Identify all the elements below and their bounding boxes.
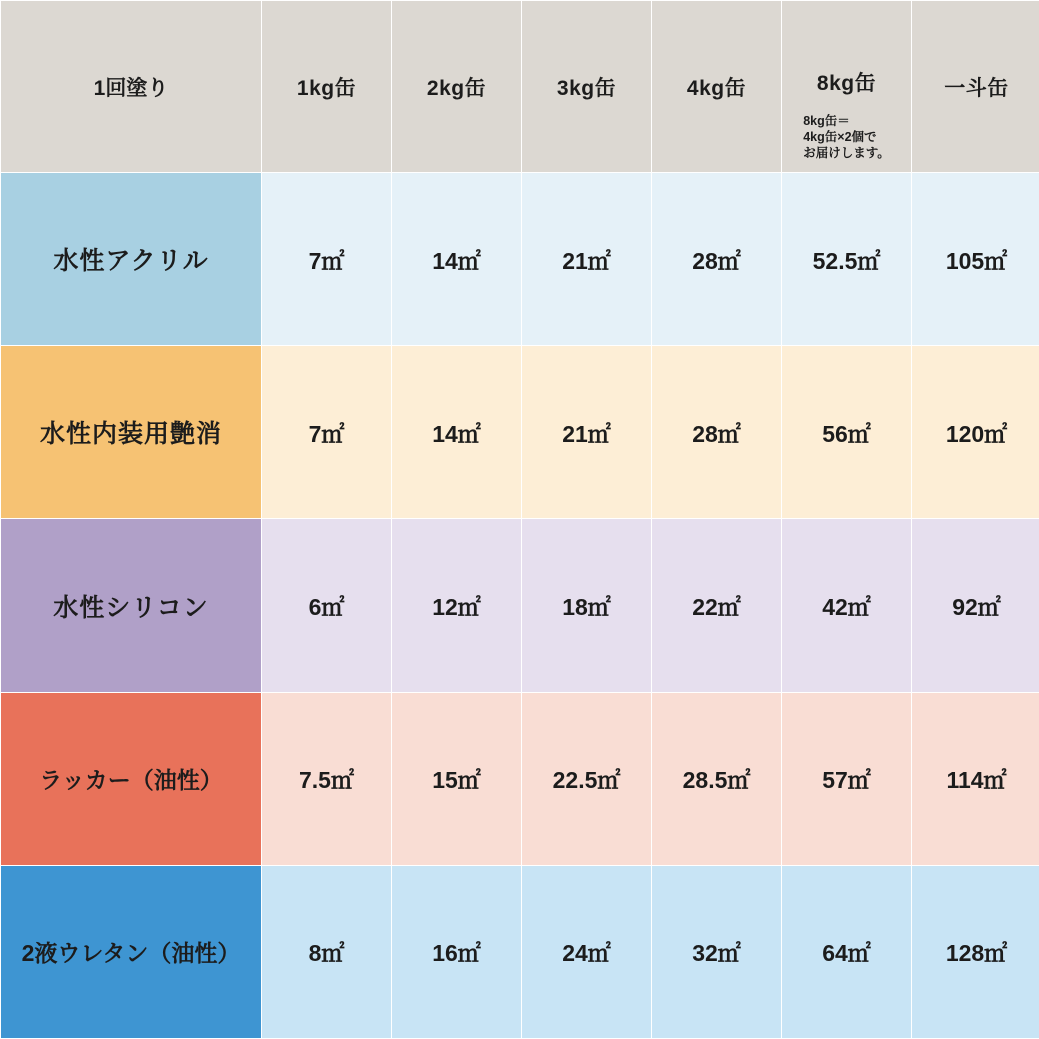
- cell-silicone-8kg: 42㎡: [782, 519, 912, 692]
- cell-silicone-2kg: 12㎡: [392, 519, 522, 692]
- cell-acrylic-2kg: 14㎡: [392, 173, 522, 346]
- header-cell-4kg: [652, 1, 782, 173]
- row-label-silicone: 水性シリコン: [1, 519, 262, 692]
- table-row-silicone: [1, 519, 1039, 692]
- cell-lacquer-itto: 114㎡: [912, 692, 1039, 865]
- cell-matte-1kg: 7㎡: [262, 346, 392, 519]
- cell-lacquer-4kg: 28.5㎡: [652, 692, 782, 865]
- table-row-urethane: [1, 865, 1039, 1038]
- table-row-lacquer: [1, 692, 1039, 865]
- header-label-4kg: 4kg缶: [686, 76, 747, 100]
- cell-matte-2kg: 14㎡: [392, 346, 522, 519]
- header-cell-3kg: [522, 1, 652, 173]
- cell-acrylic-8kg: 52.5㎡: [782, 173, 912, 346]
- cell-lacquer-1kg: 7.5㎡: [262, 692, 392, 865]
- cell-urethane-1kg: 8㎡: [262, 865, 392, 1038]
- cell-lacquer-2kg: 15㎡: [392, 692, 522, 865]
- header-cell-2kg: [392, 1, 522, 173]
- cell-acrylic-1kg: 7㎡: [262, 173, 392, 346]
- header-cell-coats: [1, 1, 262, 173]
- cell-matte-3kg: 21㎡: [522, 346, 652, 519]
- row-label-urethane: 2液ウレタン（油性）: [1, 865, 262, 1038]
- cell-acrylic-itto: 105㎡: [912, 173, 1039, 346]
- table-row-acrylic: [1, 173, 1039, 346]
- row-label-matte: 水性内装用艶消: [1, 346, 262, 519]
- header-note-8kg: 8kg缶＝ 4kg缶×2個で お届けします。: [803, 114, 890, 160]
- cell-matte-4kg: 28㎡: [652, 346, 782, 519]
- cell-matte-8kg: 56㎡: [782, 346, 912, 519]
- header-label-3kg: 3kg缶: [556, 76, 617, 100]
- header-label-2kg: 2kg缶: [426, 76, 487, 100]
- header-label-1kg: 1kg缶: [296, 76, 357, 100]
- cell-urethane-itto: 128㎡: [912, 865, 1039, 1038]
- header-label-8kg: 8kg缶: [816, 72, 877, 95]
- row-label-acrylic: 水性アクリル: [1, 173, 262, 346]
- header-cell-8kg: [782, 1, 912, 173]
- row-label-lacquer: ラッカー（油性）: [1, 692, 262, 865]
- cell-urethane-4kg: 32㎡: [652, 865, 782, 1038]
- table-header-row: [1, 1, 1039, 173]
- header-label-coats: 1回塗り: [93, 76, 169, 100]
- cell-lacquer-8kg: 57㎡: [782, 692, 912, 865]
- table-row-matte: [1, 346, 1039, 519]
- cell-acrylic-3kg: 21㎡: [522, 173, 652, 346]
- cell-acrylic-4kg: 28㎡: [652, 173, 782, 346]
- cell-urethane-2kg: 16㎡: [392, 865, 522, 1038]
- header-label-itto: 一斗缶: [944, 76, 1009, 100]
- cell-lacquer-3kg: 22.5㎡: [522, 692, 652, 865]
- cell-silicone-4kg: 22㎡: [652, 519, 782, 692]
- cell-urethane-3kg: 24㎡: [522, 865, 652, 1038]
- cell-silicone-3kg: 18㎡: [522, 519, 652, 692]
- cell-matte-itto: 120㎡: [912, 346, 1039, 519]
- header-cell-1kg: [262, 1, 392, 173]
- cell-silicone-itto: 92㎡: [912, 519, 1039, 692]
- cell-silicone-1kg: 6㎡: [262, 519, 392, 692]
- cell-urethane-8kg: 64㎡: [782, 865, 912, 1038]
- header-cell-itto: [912, 1, 1039, 173]
